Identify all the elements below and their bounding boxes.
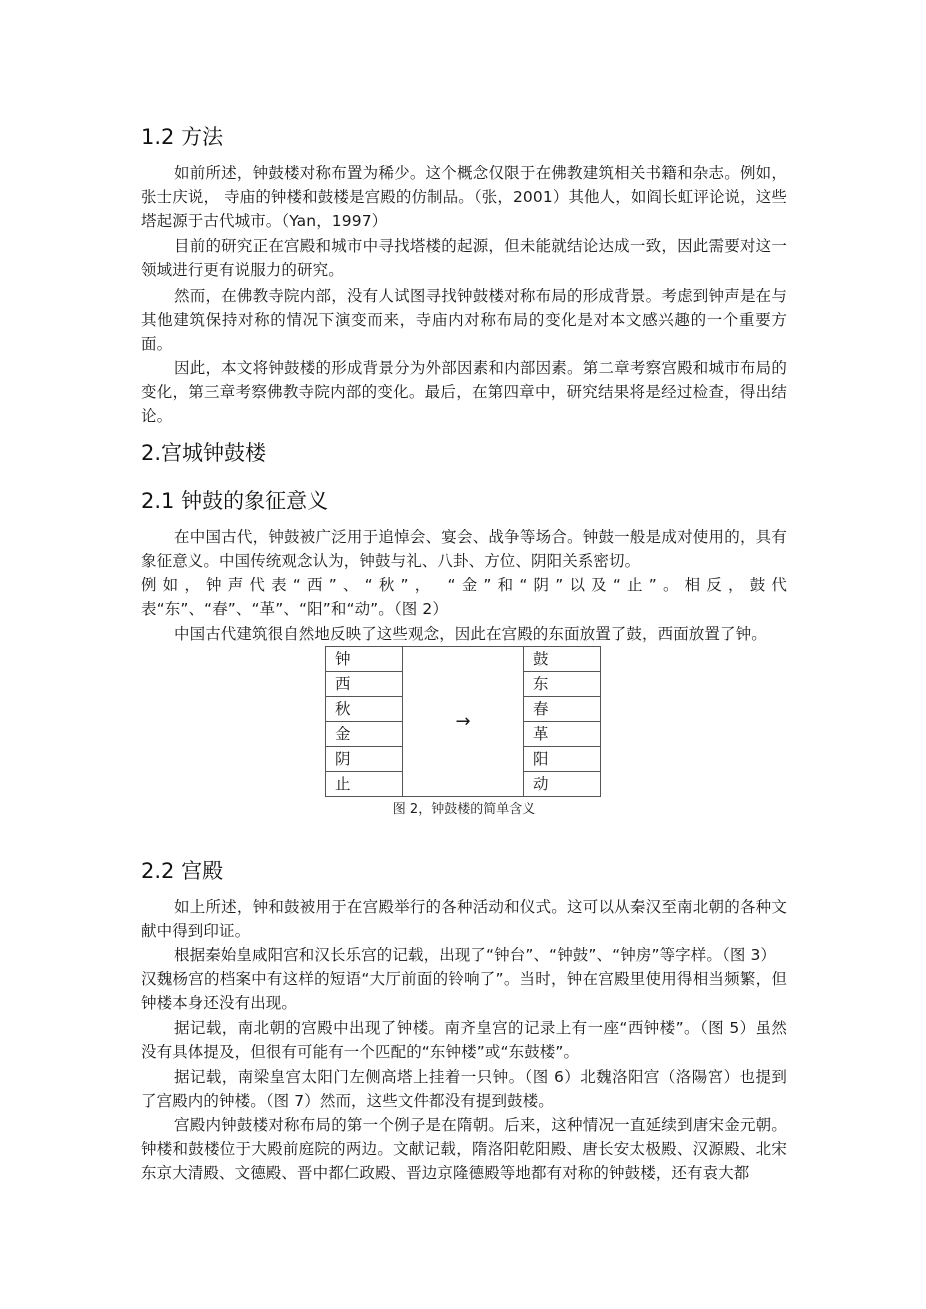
table-cell-right: 春: [524, 697, 601, 722]
figure-caption: 图 2，钟鼓楼的简单含义: [392, 802, 536, 817]
table-cell-right: 鼓: [524, 647, 601, 672]
paragraph-6: 例如，钟声代表“西”、“秋”， “金”和“阴”以及“止”。相反，鼓代表“东”、“春”、“革”、“阳”和“动”。（图 2）: [141, 576, 787, 618]
table-cell-left: 秋: [326, 697, 403, 722]
arrow-icon: →: [403, 647, 524, 797]
figure-2-table: [325, 646, 601, 797]
paragraph-13: 宫殿内钟鼓楼对称布局的第一个例子是在隋朝。后来，这种情况一直延续到唐宋金元朝。钟楼和鼓楼位于大殿前庭院的两边。文献记载，隋洛阳乾阳殿、唐长安太极殿、汉源殿、北宋东京大清殿、文德殿、晋中都仁政殿、晋边京隆德殿等地都有对称的钟鼓楼，还有袁大都: [141, 1116, 787, 1182]
paragraph-4: 因此，本文将钟鼓楼的形成背景分为外部因素和内部因素。第二章考察宫殿和城市布局的变化，第三章考察佛教寺院内部的变化。最后，在第四章中，研究结果将是经过检查，得出结论。: [141, 359, 787, 425]
section-heading-2-2: 2.2 宫殿: [141, 859, 224, 883]
table-cell-left: 西: [326, 672, 403, 697]
table-cell-left: 止: [326, 772, 403, 797]
table-cell-right: 阳: [524, 747, 601, 772]
paragraph-9: 根据秦始皇咸阳宫和汉长乐宫的记载，出现了“钟台”、“钟鼓”、“钟房”等字样。（图 3）: [174, 946, 777, 964]
paragraph-2: 目前的研究正在宫殿和城市中寻找塔楼的起源，但未能就结论达成一致，因此需要对这一领域进行更有说服力的研究。: [141, 237, 787, 279]
section-heading-1-2: 1.2 方法: [141, 125, 224, 149]
paragraph-1: 如前所述，钟鼓楼对称布置为稀少。这个概念仅限于在佛教建筑相关书籍和杂志。例如，张士庆说， 寺庙的钟楼和鼓楼是宫殿的仿制品。（张，2001）其他人，如阎长虹评论说，这些塔起源于古代城市。（Yan，1997）: [141, 164, 787, 230]
table-cell-left: 金: [326, 722, 403, 747]
paragraph-7: 中国古代建筑很自然地反映了这些观念，因此在宫殿的东面放置了鼓，西面放置了钟。: [174, 625, 767, 643]
table-row: [326, 647, 601, 672]
table-cell-right: 革: [524, 722, 601, 747]
table-cell-right: 东: [524, 672, 601, 697]
paragraph-11: 据记载，南北朝的宫殿中出现了钟楼。南齐皇宫的记录上有一座“西钟楼”。（图 5）虽然没有具体提及，但很有可能有一个匹配的“东钟楼”或“东鼓楼”。: [141, 1019, 787, 1061]
paragraph-8: 如上所述，钟和鼓被用于在宫殿举行的各种活动和仪式。这可以从秦汉至南北朝的各种文献中得到印证。: [141, 898, 787, 940]
table-cell-right: 动: [524, 772, 601, 797]
section-heading-2: 2.宫城钟鼓楼: [141, 441, 267, 465]
paragraph-5: 在中国古代，钟鼓被广泛用于追悼会、宴会、战争等场合。钟鼓一般是成对使用的，具有象征意义。中国传统观念认为，钟鼓与礼、八卦、方位、阴阳关系密切。: [141, 528, 787, 570]
paragraph-10: 汉魏杨宫的档案中有这样的短语“大厅前面的铃响了”。当时，钟在宫殿里使用得相当频繁，但钟楼本身还没有出现。: [141, 970, 787, 1012]
table-cell-left: 阴: [326, 747, 403, 772]
section-heading-2-1: 2.1 钟鼓的象征意义: [141, 489, 329, 513]
table-cell-left: 钟: [326, 647, 403, 672]
paragraph-12: 据记载，南梁皇宫太阳门左侧高塔上挂着一只钟。（图 6）北魏洛阳宫（洛陽宮）也提到了宫殿内的钟楼。（图 7）然而，这些文件都没有提到鼓楼。: [141, 1068, 787, 1110]
paragraph-3: 然而，在佛教寺院内部，没有人试图寻找钟鼓楼对称布局的形成背景。考虑到钟声是在与其他建筑保持对称的情况下演变而来，寺庙内对称布局的变化是对本文感兴趣的一个重要方面。: [141, 287, 787, 353]
